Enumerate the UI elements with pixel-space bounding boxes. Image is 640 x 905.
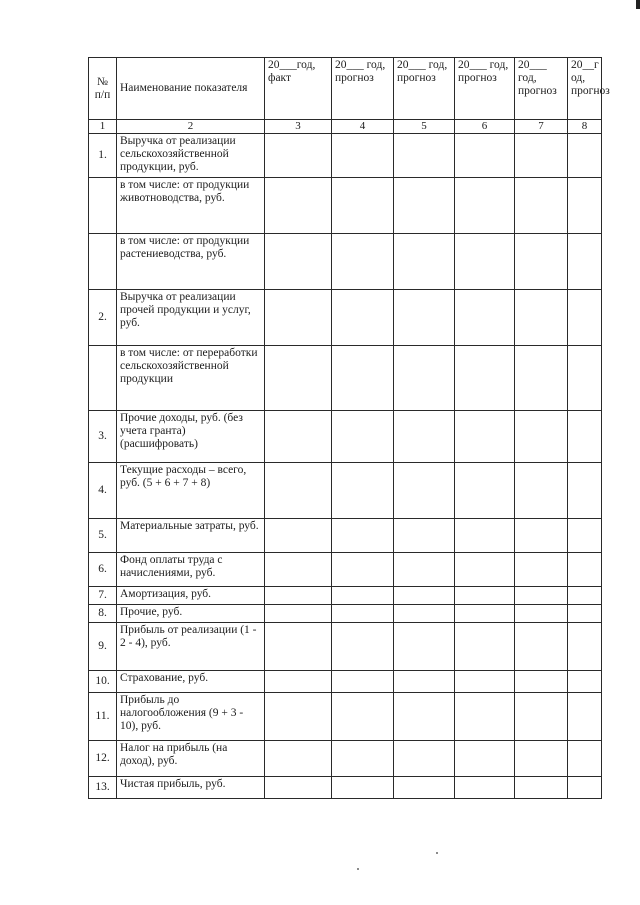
row-number: 12. xyxy=(89,741,117,777)
value-cell[interactable] xyxy=(394,553,455,587)
row-number: 10. xyxy=(89,671,117,693)
value-cell[interactable] xyxy=(515,671,568,693)
value-cell[interactable] xyxy=(455,605,515,623)
indicator-name: Текущие расходы – всего, руб. (5 + 6 + 7 + 8) xyxy=(117,463,265,519)
indicator-name: Фонд оплаты труда с начислениями, руб. xyxy=(117,553,265,587)
value-cell[interactable] xyxy=(332,605,394,623)
value-cell[interactable] xyxy=(265,134,332,178)
col-index: 1 xyxy=(89,120,117,134)
indicator-name: Амортизация, руб. xyxy=(117,587,265,605)
value-cell[interactable] xyxy=(265,671,332,693)
row-number xyxy=(89,234,117,290)
scan-speck xyxy=(436,852,438,854)
value-cell[interactable] xyxy=(265,605,332,623)
value-cell[interactable] xyxy=(394,605,455,623)
row-number: 3. xyxy=(89,411,117,463)
scan-edge-mark xyxy=(636,0,640,9)
indicator-name: Чистая прибыль, руб. xyxy=(117,777,265,799)
value-cell[interactable] xyxy=(332,463,394,519)
value-cell[interactable] xyxy=(515,553,568,587)
value-cell[interactable] xyxy=(332,693,394,741)
row-number: 8. xyxy=(89,605,117,623)
value-cell[interactable] xyxy=(332,134,394,178)
value-cell[interactable] xyxy=(455,741,515,777)
table-row xyxy=(89,777,602,799)
value-cell[interactable] xyxy=(394,587,455,605)
value-cell[interactable] xyxy=(568,178,602,234)
value-cell[interactable] xyxy=(515,411,568,463)
header-col-4: 20___ год, прогноз xyxy=(332,58,394,120)
value-cell[interactable] xyxy=(568,605,602,623)
col-index: 4 xyxy=(332,120,394,134)
value-cell[interactable] xyxy=(394,519,455,553)
table-row xyxy=(89,519,602,553)
value-cell[interactable] xyxy=(515,777,568,799)
table-row xyxy=(89,411,602,463)
header-col-5: 20___ год, прогноз xyxy=(394,58,455,120)
value-cell[interactable] xyxy=(455,346,515,411)
indicator-name: Прочие доходы, руб. (без учета гранта) (расшифровать) xyxy=(117,411,265,463)
value-cell[interactable] xyxy=(265,290,332,346)
value-cell[interactable] xyxy=(332,411,394,463)
value-cell[interactable] xyxy=(515,693,568,741)
table-row xyxy=(89,587,602,605)
value-cell[interactable] xyxy=(455,411,515,463)
value-cell[interactable] xyxy=(515,741,568,777)
value-cell[interactable] xyxy=(568,777,602,799)
value-cell[interactable] xyxy=(332,234,394,290)
value-cell[interactable] xyxy=(455,290,515,346)
indicator-name: в том числе: от продукции растениеводства, руб. xyxy=(117,234,265,290)
row-number xyxy=(89,346,117,411)
value-cell[interactable] xyxy=(515,623,568,671)
indicator-name: Налог на прибыль (на доход), руб. xyxy=(117,741,265,777)
value-cell[interactable] xyxy=(394,178,455,234)
row-number: 13. xyxy=(89,777,117,799)
value-cell[interactable] xyxy=(455,693,515,741)
value-cell[interactable] xyxy=(394,290,455,346)
value-cell[interactable] xyxy=(515,134,568,178)
value-cell[interactable] xyxy=(515,587,568,605)
indicator-name: Страхование, руб. xyxy=(117,671,265,693)
value-cell[interactable] xyxy=(455,623,515,671)
value-cell[interactable] xyxy=(455,463,515,519)
col-index: 6 xyxy=(455,120,515,134)
value-cell[interactable] xyxy=(265,234,332,290)
indicator-name: Материальные затраты, руб. xyxy=(117,519,265,553)
value-cell[interactable] xyxy=(332,346,394,411)
table-body xyxy=(89,134,602,799)
column-index-row xyxy=(89,120,602,134)
row-number: 2. xyxy=(89,290,117,346)
row-number: 6. xyxy=(89,553,117,587)
row-number xyxy=(89,178,117,234)
col-index: 7 xyxy=(515,120,568,134)
value-cell[interactable] xyxy=(265,587,332,605)
col-index: 3 xyxy=(265,120,332,134)
header-row xyxy=(89,58,602,120)
value-cell[interactable] xyxy=(515,178,568,234)
header-col-7: 20___ год, прогноз xyxy=(515,58,568,120)
header-name: Наименование показателя xyxy=(117,58,265,120)
indicator-name: Выручка от реализации прочей продукции и услуг, руб. xyxy=(117,290,265,346)
indicator-name: Прибыль от реализации (1 - 2 - 4), руб. xyxy=(117,623,265,671)
value-cell[interactable] xyxy=(265,463,332,519)
value-cell[interactable] xyxy=(332,553,394,587)
row-number: 7. xyxy=(89,587,117,605)
value-cell[interactable] xyxy=(568,519,602,553)
value-cell[interactable] xyxy=(394,741,455,777)
header-col-8: 20__г од, прогноз xyxy=(568,58,602,120)
value-cell[interactable] xyxy=(455,553,515,587)
value-cell[interactable] xyxy=(568,623,602,671)
value-cell[interactable] xyxy=(515,234,568,290)
forecast-table xyxy=(88,57,610,799)
value-cell[interactable] xyxy=(265,411,332,463)
header-col-6: 20___ год, прогноз xyxy=(455,58,515,120)
value-cell[interactable] xyxy=(515,519,568,553)
col-index: 5 xyxy=(394,120,455,134)
value-cell[interactable] xyxy=(455,519,515,553)
row-number: 5. xyxy=(89,519,117,553)
value-cell[interactable] xyxy=(515,346,568,411)
value-cell[interactable] xyxy=(332,777,394,799)
value-cell[interactable] xyxy=(455,777,515,799)
value-cell[interactable] xyxy=(265,519,332,553)
table-row xyxy=(89,605,602,623)
header-col-3: 20___год, факт xyxy=(265,58,332,120)
value-cell[interactable] xyxy=(332,178,394,234)
value-cell[interactable] xyxy=(394,234,455,290)
value-cell[interactable] xyxy=(568,134,602,178)
value-cell[interactable] xyxy=(394,463,455,519)
value-cell[interactable] xyxy=(568,693,602,741)
value-cell[interactable] xyxy=(332,587,394,605)
row-number: 4. xyxy=(89,463,117,519)
value-cell[interactable] xyxy=(265,741,332,777)
value-cell[interactable] xyxy=(394,623,455,671)
table-row xyxy=(89,553,602,587)
scan-speck xyxy=(357,868,359,870)
value-cell[interactable] xyxy=(394,134,455,178)
value-cell[interactable] xyxy=(332,290,394,346)
table-row xyxy=(89,134,602,178)
value-cell[interactable] xyxy=(265,178,332,234)
table-row xyxy=(89,290,602,346)
value-cell[interactable] xyxy=(332,519,394,553)
value-cell[interactable] xyxy=(568,346,602,411)
value-cell[interactable] xyxy=(568,463,602,519)
value-cell[interactable] xyxy=(515,290,568,346)
value-cell[interactable] xyxy=(265,777,332,799)
value-cell[interactable] xyxy=(515,463,568,519)
table-row xyxy=(89,693,602,741)
col-index: 8 xyxy=(568,120,602,134)
value-cell[interactable] xyxy=(568,411,602,463)
value-cell[interactable] xyxy=(394,693,455,741)
value-cell[interactable] xyxy=(394,671,455,693)
value-cell[interactable] xyxy=(394,411,455,463)
indicator-name: Прибыль до налогообложения (9 + 3 - 10), руб. xyxy=(117,693,265,741)
table-row xyxy=(89,671,602,693)
table-row xyxy=(89,346,602,411)
indicator-name: в том числе: от переработки сельскохозяйственной продукции xyxy=(117,346,265,411)
table-row xyxy=(89,463,602,519)
indicator-name: в том числе: от продукции животноводства, руб. xyxy=(117,178,265,234)
value-cell[interactable] xyxy=(455,671,515,693)
indicator-name: Прочие, руб. xyxy=(117,605,265,623)
row-number: 1. xyxy=(89,134,117,178)
col-index: 2 xyxy=(117,120,265,134)
value-cell[interactable] xyxy=(455,234,515,290)
value-cell[interactable] xyxy=(265,623,332,671)
table-row xyxy=(89,741,602,777)
row-number: 11. xyxy=(89,693,117,741)
table-row xyxy=(89,178,602,234)
value-cell[interactable] xyxy=(568,741,602,777)
value-cell[interactable] xyxy=(455,587,515,605)
value-cell[interactable] xyxy=(455,134,515,178)
header-num: № п/п xyxy=(89,58,117,120)
value-cell[interactable] xyxy=(455,178,515,234)
value-cell[interactable] xyxy=(332,741,394,777)
value-cell[interactable] xyxy=(568,234,602,290)
value-cell[interactable] xyxy=(394,346,455,411)
value-cell[interactable] xyxy=(265,693,332,741)
table-row xyxy=(89,234,602,290)
value-cell[interactable] xyxy=(568,587,602,605)
value-cell[interactable] xyxy=(332,623,394,671)
value-cell[interactable] xyxy=(568,553,602,587)
row-number: 9. xyxy=(89,623,117,671)
value-cell[interactable] xyxy=(568,290,602,346)
table-row xyxy=(89,623,602,671)
value-cell[interactable] xyxy=(332,671,394,693)
value-cell[interactable] xyxy=(265,346,332,411)
value-cell[interactable] xyxy=(394,777,455,799)
value-cell[interactable] xyxy=(265,553,332,587)
value-cell[interactable] xyxy=(568,671,602,693)
value-cell[interactable] xyxy=(515,605,568,623)
indicator-name: Выручка от реализации сельскохозяйственной продукции, руб. xyxy=(117,134,265,178)
